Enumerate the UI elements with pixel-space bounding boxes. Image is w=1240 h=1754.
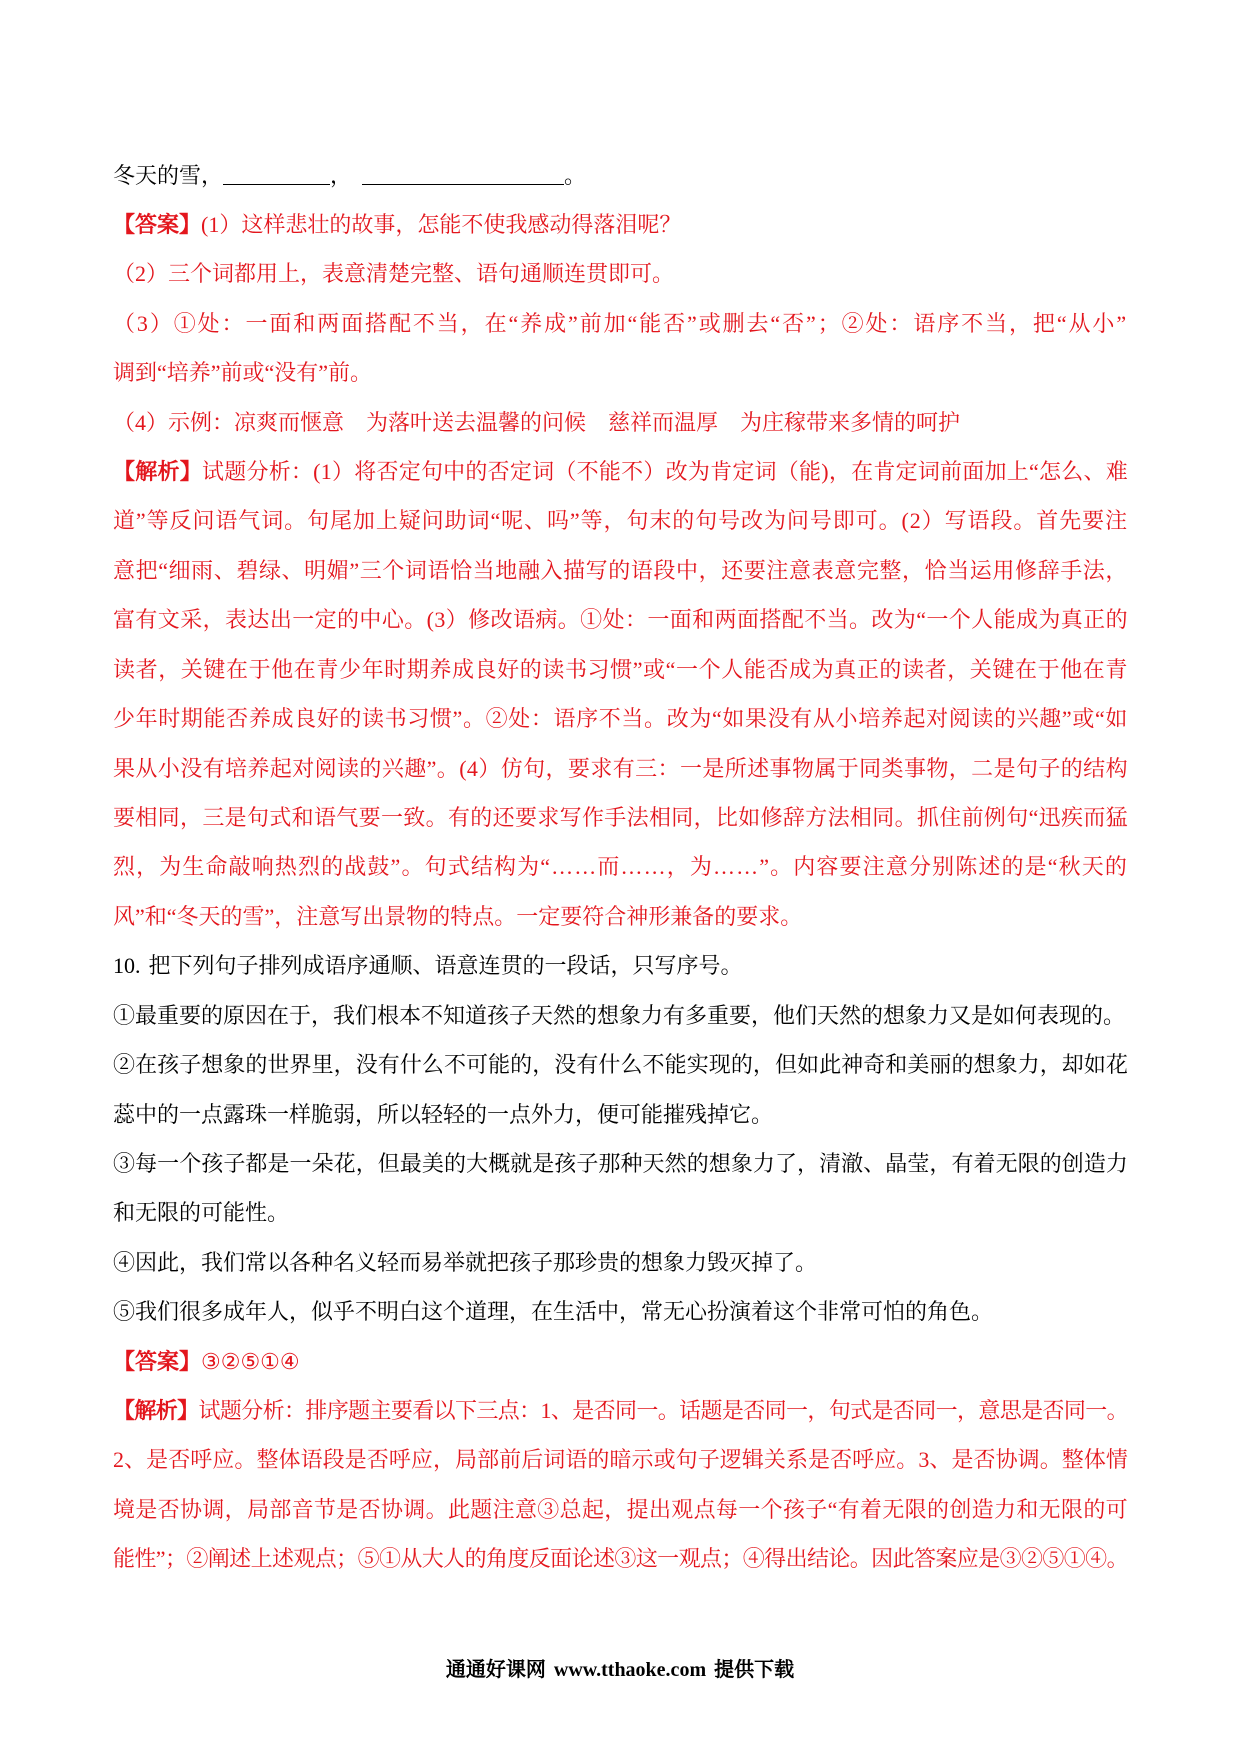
fill-in-separator: ，: [330, 162, 353, 188]
answer-text: (1）这样悲壮的故事，怎能不使我感动得落泪呢？: [201, 211, 682, 237]
answer-line: [113, 299, 1128, 348]
analysis-line: [113, 892, 1128, 941]
analysis-line: [113, 447, 1128, 496]
analysis-line: [113, 1386, 1128, 1435]
analysis-text: 要相同，三是句式和语气要一致。有的还要求写作手法相同，比如修辞方法相同。抓住前例句“迅疾而猛: [113, 804, 1128, 830]
fill-in-end: 。: [564, 162, 587, 188]
analysis-text: 道”等反问语气词。句尾加上疑问助词“呢、吗”等，句末的句号改为问号即可。(2）写语段。首先要注: [113, 508, 1128, 534]
fill-in-blank: [362, 183, 564, 185]
analysis-label: 【解析】: [113, 1398, 199, 1424]
fill-in-line: [113, 151, 1128, 200]
sentence-text: ①最重要的原因在于，我们根本不知道孩子天然的想象力有多重要，他们天然的想象力又是如何表现的。: [113, 1002, 1126, 1028]
document-body: [113, 151, 1128, 1584]
analysis-text: 少年时期能否养成良好的读书习惯”。②处：语序不当。改为“如果没有从小培养起对阅读的兴趣”或“如: [113, 706, 1128, 732]
analysis-text: 能性”；②阐述上述观点；⑤①从大人的角度反面论述③这一观点；④得出结论。因此答案应是③②⑤①④。: [113, 1546, 1128, 1572]
answer-line: [113, 348, 1128, 397]
footer-download-text: 提供下载: [714, 1658, 795, 1681]
sentence-text: 和无限的可能性。: [113, 1200, 290, 1226]
answer-text: （4）示例：凉爽而惬意 为落叶送去温馨的问候 慈祥而温厚 为庄稼带来多情的呵护: [113, 409, 961, 435]
analysis-line: [113, 496, 1128, 545]
analysis-text: 意把“细雨、碧绿、明媚”三个词语恰当地融入描写的语段中，还要注意表意完整，恰当运用修辞手法，: [113, 557, 1128, 583]
analysis-text: 2、是否呼应。整体语段是否呼应，局部前后词语的暗示或句子逻辑关系是否呼应。3、是否协调。整体情: [113, 1447, 1128, 1473]
analysis-text: 烈，为生命敲响热烈的战鼓”。句式结构为“……而……，为……”。内容要注意分别陈述的是“秋天的: [113, 854, 1128, 880]
analysis-text: 果从小没有培养起对阅读的兴趣”。(4）仿句，要求有三：一是所述事物属于同类事物，二是句子的结构: [113, 755, 1128, 781]
sentence-text: ②在孩子想象的世界里，没有什么不可能的，没有什么不能实现的，但如此神奇和美丽的想象力，却如花: [113, 1052, 1128, 1078]
answer-line: [113, 398, 1128, 447]
analysis-line: [113, 645, 1128, 694]
analysis-line: [113, 595, 1128, 644]
analysis-line: [113, 694, 1128, 743]
sentence-text: 蕊中的一点露珠一样脆弱，所以轻轻的一点外力，便可能摧残掉它。: [113, 1101, 774, 1127]
sentence-text: ④因此，我们常以各种名义轻而易举就把孩子那珍贵的想象力毁灭掉了。: [113, 1249, 818, 1275]
sentence-text: ⑤我们很多成年人，似乎不明白这个道理，在生活中，常无心扮演着这个非常可怕的角色。: [113, 1299, 994, 1325]
answer-text: ③②⑤①④: [201, 1348, 300, 1374]
question-prompt: [113, 941, 1128, 990]
analysis-label: 【解析】: [113, 459, 202, 485]
analysis-line: [113, 1534, 1128, 1583]
analysis-text: 境是否协调，局部音节是否协调。此题注意③总起，提出观点每一个孩子“有着无限的创造力和无限的可: [113, 1496, 1128, 1522]
sentence-line: [113, 1090, 1128, 1139]
footer-site-name: 通通好课网: [445, 1658, 546, 1681]
sentence-line: [113, 1040, 1128, 1089]
sentence-line: [113, 1139, 1128, 1188]
answer-label: 【答案】: [113, 211, 202, 237]
sentence-line: [113, 991, 1128, 1040]
answer-label: 【答案】: [113, 1348, 202, 1374]
analysis-text: 富有文采，表达出一定的中心。(3）修改语病。①处：一面和两面搭配不当。改为“一个人能成为真正的: [113, 607, 1128, 633]
answer-text: （3）①处：一面和两面搭配不当，在“养成”前加“能否”或删去“否”；②处：语序不当，把“从小”: [113, 310, 1128, 336]
answer-line: [113, 1337, 1128, 1386]
page-footer: [0, 1655, 1240, 1685]
analysis-text: 试题分析：(1）将否定句中的否定词（不能不）改为肯定词（能)，在肯定词前面加上“怎么、难: [201, 459, 1128, 485]
analysis-text: 试题分析：排序题主要看以下三点：1、是否同一。话题是否同一，句式是否同一，意思是否同一。: [198, 1398, 1128, 1424]
analysis-text: 风”和“冬天的雪”，注意写出景物的特点。一定要符合神形兼备的要求。: [113, 903, 803, 929]
analysis-line: [113, 744, 1128, 793]
question-text: 把下列句子排列成语序通顺、语意连贯的一段话，只写序号。: [148, 953, 743, 979]
question-number: 10.: [113, 953, 141, 979]
sentence-text: ③每一个孩子都是一朵花，但最美的大概就是孩子那种天然的想象力了，清澈、晶莹，有着无限的创造力: [113, 1150, 1128, 1176]
answer-line: [113, 249, 1128, 298]
sentence-line: [113, 1238, 1128, 1287]
analysis-text: 读者，关键在于他在青少年时期养成良好的读书习惯”或“一个人能否成为真正的读者，关键在于他在青: [113, 656, 1128, 682]
answer-text: 调到“培养”前或“没有”前。: [113, 360, 373, 386]
fill-in-blank: [223, 183, 330, 185]
analysis-line: [113, 842, 1128, 891]
sentence-line: [113, 1188, 1128, 1237]
footer-url: www.tthaoke.com: [553, 1658, 707, 1681]
answer-text: （2）三个词都用上，表意清楚完整、语句通顺连贯即可。: [113, 261, 675, 287]
sentence-line: [113, 1287, 1128, 1336]
analysis-line: [113, 1485, 1128, 1534]
fill-in-prefix: 冬天的雪，: [113, 162, 224, 188]
analysis-line: [113, 546, 1128, 595]
analysis-line: [113, 793, 1128, 842]
analysis-line: [113, 1435, 1128, 1484]
answer-line: [113, 200, 1128, 249]
